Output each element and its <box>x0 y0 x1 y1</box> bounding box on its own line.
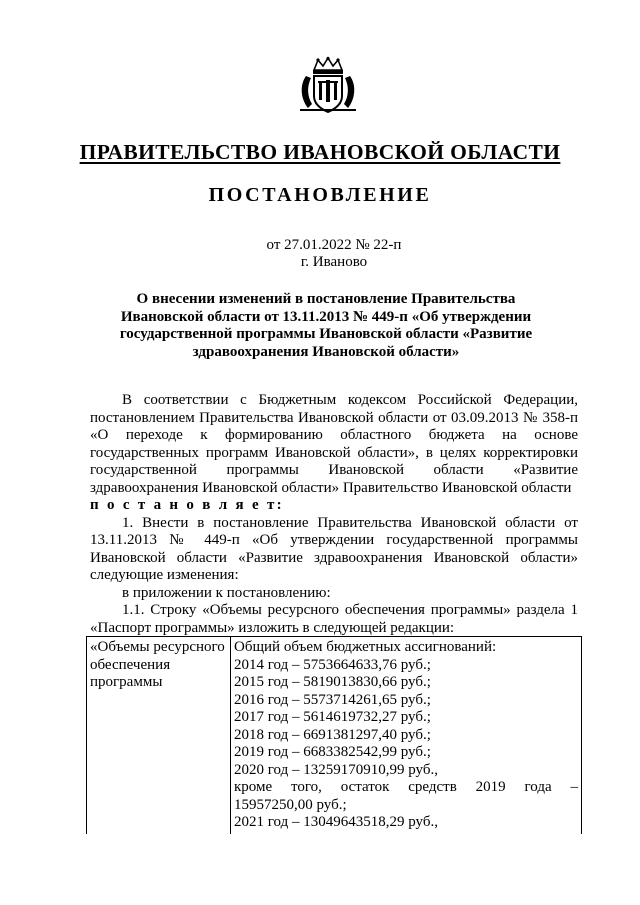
date-block <box>0 237 640 271</box>
item-1-1: 1.1. Строку «Объемы ресурсного обеспечения программы» раздела 1 «Паспорт программы» изложить в следующей редакции: <box>90 602 578 636</box>
label-line: «Объемы ресурсного <box>90 639 225 655</box>
decree-word: п о с т а н о в л я е т: <box>90 497 284 513</box>
preamble: В соответствии с Бюджетным кодексом Российской Федерации, постановлением Правительства Ивановской области от 03.09.2013 № 358-п «О переходе к формированию областного бюджета на основе государственных программ Ивановской области», в целях корректировки государственной программы Ивановской области «Развитие здравоохранения Ивановской области» Правительство Ивановской области <box>90 392 578 496</box>
table-label-cell <box>87 637 231 834</box>
year-row: 2015 год – 5819013830,66 руб.; <box>234 674 431 690</box>
table-heading: Общий объем бюджетных ассигнований: <box>234 639 497 655</box>
city: г. Иваново <box>300 254 368 270</box>
document-subject: О внесении изменений в постановление Правительства Ивановской области от 13.11.2013 № 449-п «Об утверждении государственной программы Ивановской области «Развитие здравоохранения Ивановской области» <box>119 291 533 360</box>
note-line: кроме того, остаток средств 2019 года – <box>234 779 578 795</box>
note-line: 15957250,00 руб.; <box>234 796 347 813</box>
label-line: программы <box>90 674 163 690</box>
year-row: 2016 год – 5573714261,65 руб.; <box>234 691 431 708</box>
resource-table <box>86 636 582 834</box>
year-row: 2018 год – 6691381297,40 руб.; <box>234 726 431 743</box>
ivanovo-coat-of-arms-icon <box>296 56 360 114</box>
annex-line: в приложении к постановлению: <box>122 584 331 601</box>
year-row: 2014 год – 5753664633,76 руб.; <box>234 656 431 673</box>
year-row: 2020 год – 13259170910,99 руб., <box>234 761 438 778</box>
label-line: обеспечения <box>90 656 171 673</box>
government-title: ПРАВИТЕЛЬСТВО ИВАНОВСКОЙ ОБЛАСТИ <box>79 140 561 164</box>
table-value-cell <box>231 637 582 834</box>
year-row: 2017 год – 5614619732,27 руб.; <box>234 709 431 725</box>
table-row <box>87 637 582 834</box>
year-row: 2021 год – 13049643518,29 руб., <box>234 814 438 830</box>
item-1: 1. Внести в постановление Правительства Ивановской области от 13.11.2013 № 449-п «Об утверждении государственной программы Ивановской области «Развитие здравоохранения Ивановской области» следующие изменения: <box>90 514 578 583</box>
date-number: от 27.01.2022 № 22-п <box>266 237 402 253</box>
year-row: 2019 год – 6683382542,99 руб.; <box>234 744 431 760</box>
document-type: ПОСТАНОВЛЕНИЕ <box>208 184 432 206</box>
document-body <box>90 392 578 637</box>
